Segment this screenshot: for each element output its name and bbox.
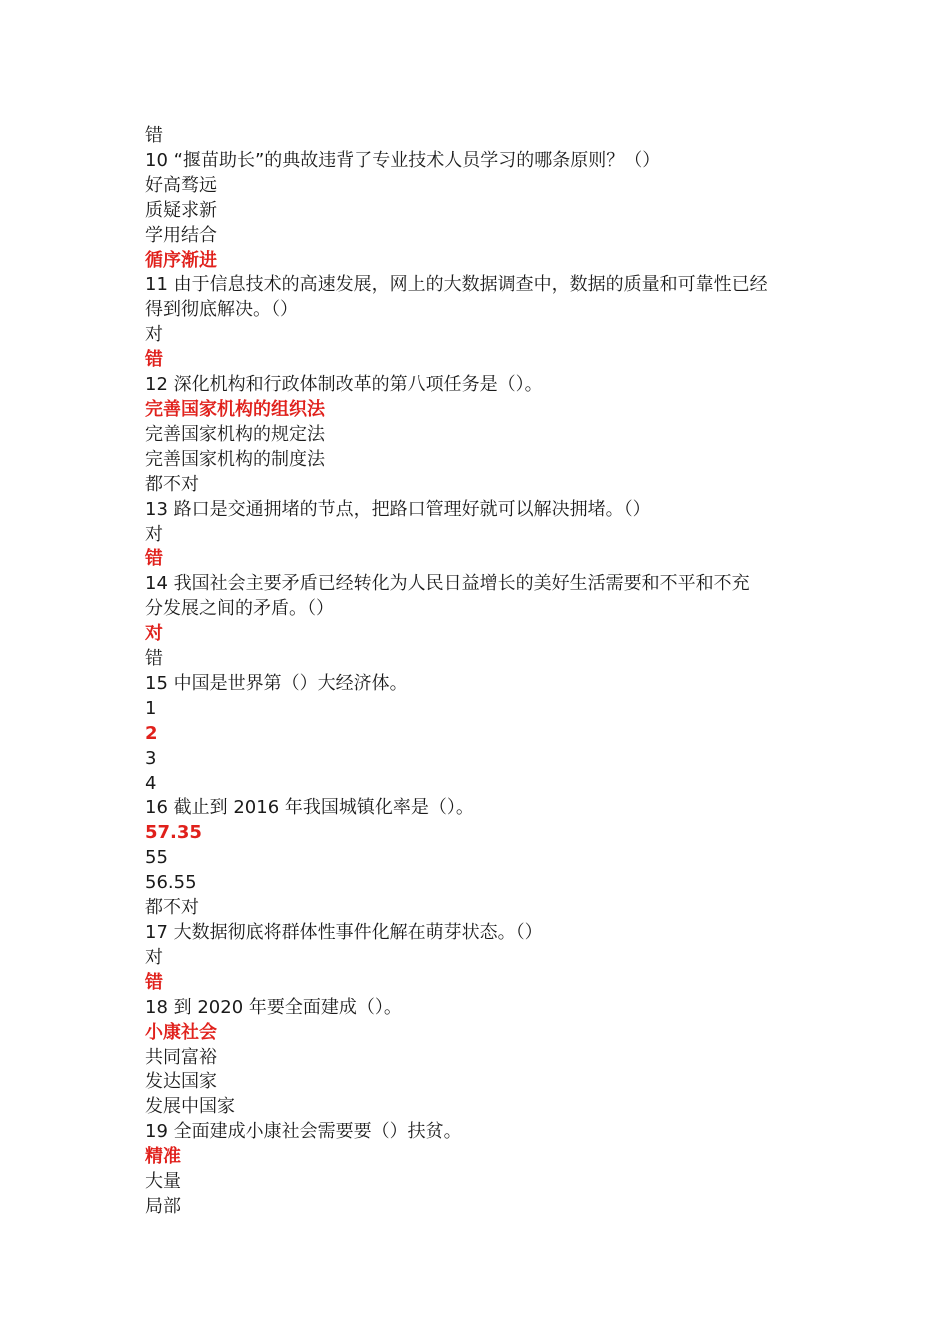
text-line: 对 [145,324,163,346]
text-line: 完善国家机构的制度法 [145,448,325,470]
text-line: 13 路口是交通拥堵的节点，把路口管理好就可以解决拥堵。（） [145,498,651,520]
text-line: 发达国家 [145,1071,217,1093]
answer-line: 错 [145,349,163,371]
answer-line: 对 [145,623,163,645]
text-line: 得到彻底解决。（） [145,299,298,321]
text-line: 11 由于信息技术的高速发展，网上的大数据调查中，数据的质量和可靠性已经 [145,274,768,296]
text-line: 学用结合 [145,224,217,246]
text-line: 55 [145,847,168,869]
text-line: 19 全面建成小康社会需要要（）扶贫。 [145,1121,462,1143]
text-line: 都不对 [145,473,199,495]
text-line: 10 “揠苗助长”的典故违背了专业技术人员学习的哪条原则？（） [145,149,661,171]
text-line: 17 大数据彻底将群体性事件化解在萌芽状态。（） [145,922,543,943]
answer-line: 完善国家机构的组织法 [145,398,325,420]
text-line: 1 [145,697,157,719]
text-line: 错 [145,648,163,670]
answer-line: 小康社会 [145,1021,217,1043]
answer-line: 错 [145,548,163,570]
text-line: 质疑求新 [145,199,217,221]
answer-line: 循序渐进 [145,249,217,271]
text-line: 发展中国家 [145,1096,235,1118]
text-line: 分发展之间的矛盾。（） [145,598,334,620]
text-line: 都不对 [145,897,199,919]
text-line: 对 [145,523,163,545]
text-line: 3 [145,747,157,769]
text-line: 好高骛远 [145,174,217,196]
text-line: 16 截止到 2016 年我国城镇化率是（）。 [145,797,474,819]
text-line: 56.55 [145,872,197,894]
text-line: 15 中国是世界第（）大经济体。 [145,672,408,694]
text-line: 18 到 2020 年要全面建成（）。 [145,996,402,1018]
text-line: 14 我国社会主要矛盾已经转化为人民日益增长的美好生活需要和不平和不充 [145,573,750,595]
text-line: 局部 [145,1195,181,1217]
answer-line: 57.35 [145,822,202,844]
text-line: 大量 [145,1171,181,1193]
text-line: 错 [145,125,163,146]
text-line: 完善国家机构的规定法 [145,423,325,445]
text-line: 对 [145,946,163,968]
text-line: 4 [145,772,157,794]
text-line: 12 深化机构和行政体制改革的第八项任务是（）。 [145,374,543,396]
document-body [145,124,815,1220]
answer-line: 精准 [145,1146,181,1168]
answer-line: 2 [145,722,158,744]
answer-line: 错 [145,971,163,993]
text-line: 共同富裕 [145,1046,217,1068]
